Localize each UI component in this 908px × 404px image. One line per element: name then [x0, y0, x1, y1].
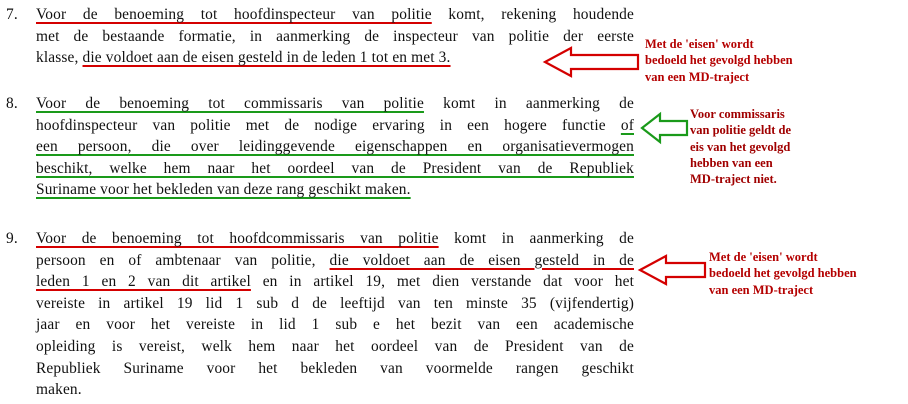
red-underlined-text: Voor de benoeming tot hoofdinspecteur van politie [36, 6, 432, 23]
green-underlined-text: Voor de benoeming tot commissaris van politie [36, 95, 424, 112]
paragraph-line [6, 93, 634, 115]
article-paragraph-9 [6, 228, 634, 401]
green-underlined-text: Suriname voor het bekleden van deze rang geschikt maken. [36, 181, 411, 199]
paragraph-line [6, 336, 634, 358]
red-underlined-text: leden 1 en 2 van dit artikel [36, 273, 251, 291]
text-run: en in artikel 19, met dien verstande dat voor het [250, 273, 635, 291]
annotation-note-commissaris [690, 106, 791, 187]
text-run: klasse, [36, 49, 83, 67]
green-underlined-text: beschikt, welke hem naar het oordeel van de President van de Republiek [36, 159, 634, 177]
text-run: komt in aanmerking de [438, 230, 634, 247]
text-run: met de bestaande formatie, in aanmerking de inspecteur van politie der eerste [36, 27, 634, 45]
note-line: bedoeld het gevolgd hebben [709, 266, 857, 281]
note-line: bedoeld het gevolgd hebben [645, 53, 793, 68]
annotation-note-eisen-1 [645, 36, 793, 85]
note-line: MD-traject niet. [690, 172, 777, 187]
paragraph-line [6, 136, 634, 158]
article-paragraph-7 [6, 4, 634, 69]
paragraph-line [6, 358, 634, 380]
paragraph-line [6, 179, 634, 201]
text-run: Republiek Suriname voor het bekleden van voormelde rangen geschikt [36, 359, 634, 377]
note-line: van een MD-traject [645, 69, 750, 84]
text-run: jaar en voor het vereiste in lid 1 sub e het bezit van een academische [36, 316, 634, 334]
paragraph-line [6, 379, 634, 401]
text-run: persoon en of ambtenaar van politie, [36, 251, 330, 269]
red-underlined-text: Voor de benoeming tot hoofdcommissaris van politie [36, 230, 439, 247]
paragraph-line [6, 4, 634, 26]
paragraph-number: 9. [6, 230, 18, 247]
note-line: van een MD-traject [709, 282, 814, 297]
paragraph-line [6, 271, 634, 293]
red-underlined-text: die voldoet aan de eisen gesteld in de leden 1 tot en met 3. [82, 49, 451, 67]
paragraph-line [6, 314, 634, 336]
paragraph-line [6, 250, 634, 272]
paragraph-line [6, 293, 634, 315]
paragraph-number: 8. [6, 95, 18, 112]
red-underlined-text: die voldoet aan de eisen gesteld in de [329, 251, 634, 269]
article-paragraph-8 [6, 93, 634, 201]
green-arrow-icon [642, 114, 687, 142]
paragraph-line [6, 47, 634, 69]
red-arrow-icon [640, 256, 705, 284]
green-underlined-text: een persoon, die over leidinggevende eigenschappen en organisatievermogen [36, 138, 634, 156]
note-line: Voor commissaris [690, 107, 785, 121]
note-line: hebben van een [690, 155, 773, 170]
text-run: komt in aanmerking de [423, 95, 634, 112]
note-line: Met de 'eisen' wordt [709, 250, 818, 264]
text-run: vereiste in artikel 19 lid 1 sub d de leeftijd van ten minste 35 (vijfendertig) [36, 294, 634, 312]
green-underlined-text: of [620, 116, 634, 134]
paragraph-line [6, 26, 634, 48]
paragraph-line [6, 158, 634, 180]
paragraph-line [6, 115, 634, 137]
text-run: maken. [36, 381, 82, 399]
text-run: hoofdinspecteur van politie met de nodige ervaring in een hogere functie [36, 116, 621, 134]
note-line: van politie geldt de [690, 123, 792, 138]
paragraph-number: 7. [6, 6, 18, 23]
annotation-note-eisen-2 [709, 249, 857, 298]
text-run: opleiding is vereist, welk hem naar het oordeel van de President van de [36, 337, 634, 355]
note-line: Met de 'eisen' wordt [645, 37, 754, 51]
text-run: komt, rekening houdende [431, 6, 634, 23]
note-line: eis van het gevolgd [690, 139, 791, 154]
paragraph-line [6, 228, 634, 250]
